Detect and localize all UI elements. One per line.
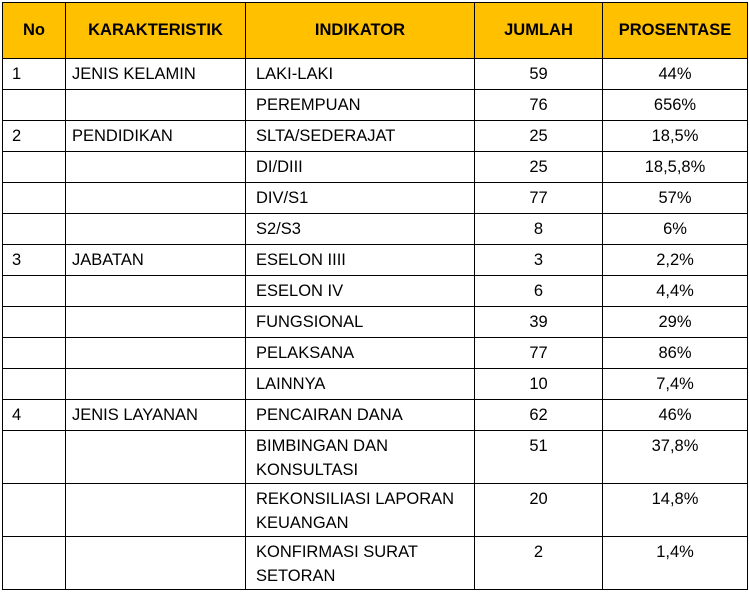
cell-indikator: PELAKSANA <box>246 338 475 369</box>
cell-no <box>3 338 66 369</box>
table-row <box>3 484 748 537</box>
table-row <box>3 537 748 590</box>
cell-indikator: ESELON IV <box>246 276 475 307</box>
cell-karakteristik: JABATAN <box>66 245 246 276</box>
cell-jumlah: 62 <box>475 400 603 431</box>
cell-indikator: DI/DIII <box>246 152 475 183</box>
header-karakteristik: KARAKTERISTIK <box>66 3 246 59</box>
cell-jumlah: 6 <box>475 276 603 307</box>
cell-indikator: PENCAIRAN DANA <box>246 400 475 431</box>
cell-no <box>3 369 66 400</box>
cell-prosentase: 14,8% <box>603 484 748 537</box>
cell-prosentase: 2,2% <box>603 245 748 276</box>
table-body <box>3 59 748 590</box>
cell-prosentase: 86% <box>603 338 748 369</box>
cell-no <box>3 90 66 121</box>
cell-indikator: REKONSILIASI LAPORAN KEUANGAN <box>246 484 475 537</box>
cell-karakteristik: JENIS LAYANAN <box>66 400 246 431</box>
cell-karakteristik <box>66 276 246 307</box>
table-row <box>3 183 748 214</box>
table-row <box>3 276 748 307</box>
cell-indikator: PEREMPUAN <box>246 90 475 121</box>
header-prosentase: PROSENTASE <box>603 3 748 59</box>
cell-indikator: FUNGSIONAL <box>246 307 475 338</box>
cell-prosentase: 29% <box>603 307 748 338</box>
cell-prosentase: 44% <box>603 59 748 90</box>
cell-karakteristik: JENIS KELAMIN <box>66 59 246 90</box>
table-row <box>3 338 748 369</box>
cell-jumlah: 59 <box>475 59 603 90</box>
respondent-characteristics-table <box>2 2 748 590</box>
cell-indikator: ESELON IIII <box>246 245 475 276</box>
cell-jumlah: 39 <box>475 307 603 338</box>
cell-karakteristik <box>66 369 246 400</box>
cell-prosentase: 18,5% <box>603 121 748 152</box>
cell-jumlah: 20 <box>475 484 603 537</box>
cell-no: 1 <box>3 59 66 90</box>
cell-jumlah: 10 <box>475 369 603 400</box>
cell-indikator: S2/S3 <box>246 214 475 245</box>
table-row <box>3 59 748 90</box>
cell-prosentase: 18,5,8% <box>603 152 748 183</box>
cell-karakteristik <box>66 338 246 369</box>
cell-jumlah: 25 <box>475 152 603 183</box>
table-row <box>3 152 748 183</box>
cell-jumlah: 8 <box>475 214 603 245</box>
cell-karakteristik: PENDIDIKAN <box>66 121 246 152</box>
cell-prosentase: 57% <box>603 183 748 214</box>
cell-karakteristik <box>66 307 246 338</box>
cell-indikator: DIV/S1 <box>246 183 475 214</box>
table-row <box>3 431 748 484</box>
cell-indikator: LAKI-LAKI <box>246 59 475 90</box>
cell-no <box>3 307 66 338</box>
cell-no: 4 <box>3 400 66 431</box>
cell-jumlah: 2 <box>475 537 603 590</box>
cell-no <box>3 484 66 537</box>
cell-prosentase: 7,4% <box>603 369 748 400</box>
cell-prosentase: 37,8% <box>603 431 748 484</box>
cell-karakteristik <box>66 484 246 537</box>
cell-prosentase: 46% <box>603 400 748 431</box>
cell-no <box>3 214 66 245</box>
cell-jumlah: 77 <box>475 338 603 369</box>
cell-jumlah: 76 <box>475 90 603 121</box>
table-header-row <box>3 3 748 59</box>
table-row <box>3 369 748 400</box>
cell-karakteristik <box>66 537 246 590</box>
table-row <box>3 400 748 431</box>
cell-no <box>3 537 66 590</box>
table-row <box>3 90 748 121</box>
cell-karakteristik <box>66 431 246 484</box>
cell-indikator: KONFIRMASI SURAT SETORAN <box>246 537 475 590</box>
cell-no <box>3 431 66 484</box>
table-row <box>3 307 748 338</box>
cell-indikator: SLTA/SEDERAJAT <box>246 121 475 152</box>
cell-karakteristik <box>66 152 246 183</box>
header-indikator: INDIKATOR <box>246 3 475 59</box>
header-jumlah: JUMLAH <box>475 3 603 59</box>
table-row <box>3 245 748 276</box>
cell-indikator: BIMBINGAN DAN KONSULTASI <box>246 431 475 484</box>
cell-indikator: LAINNYA <box>246 369 475 400</box>
cell-no: 2 <box>3 121 66 152</box>
cell-karakteristik <box>66 214 246 245</box>
cell-jumlah: 51 <box>475 431 603 484</box>
cell-jumlah: 25 <box>475 121 603 152</box>
cell-no <box>3 152 66 183</box>
cell-no <box>3 183 66 214</box>
cell-jumlah: 3 <box>475 245 603 276</box>
cell-prosentase: 6% <box>603 214 748 245</box>
cell-no: 3 <box>3 245 66 276</box>
table-row <box>3 121 748 152</box>
cell-karakteristik <box>66 183 246 214</box>
cell-jumlah: 77 <box>475 183 603 214</box>
cell-prosentase: 4,4% <box>603 276 748 307</box>
table-row <box>3 214 748 245</box>
cell-no <box>3 276 66 307</box>
header-no: No <box>3 3 66 59</box>
cell-prosentase: 656% <box>603 90 748 121</box>
cell-prosentase: 1,4% <box>603 537 748 590</box>
cell-karakteristik <box>66 90 246 121</box>
